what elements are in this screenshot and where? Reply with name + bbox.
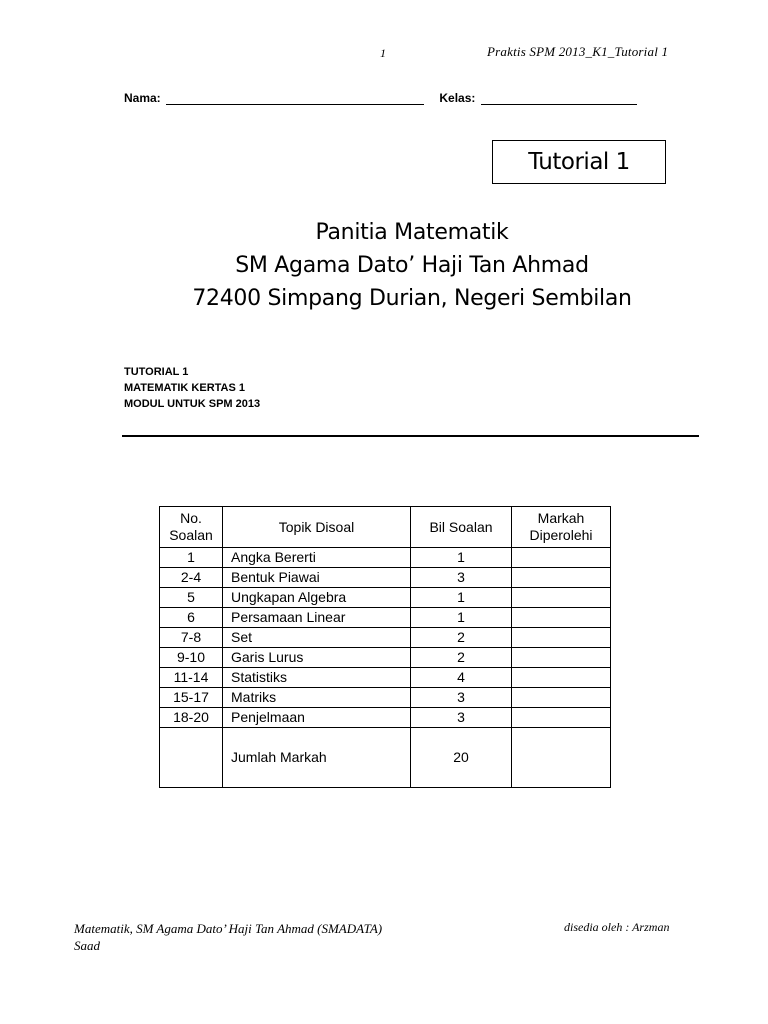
info-line-3: MODUL UNTUK SPM 2013 [124,398,261,410]
footer-left [74,920,554,954]
total-count: 20 [411,728,512,788]
cell-no: 6 [160,608,223,628]
header-no-soalan: No. Soalan [160,507,223,548]
cell-count: 3 [411,688,512,708]
cell-count: 2 [411,628,512,648]
cell-count: 1 [411,608,512,628]
info-line-2: MATEMATIK KERTAS 1 [124,382,245,394]
footer-author-surname: Saad [74,938,100,953]
table-row [160,568,611,588]
footer-school: Matematik, SM Agama Dato’ Haji Tan Ahmad (SMADATA) [74,921,383,936]
topics-table [159,506,611,788]
table-row [160,608,611,628]
cell-count: 3 [411,568,512,588]
header-topik-disoal: Topik Disoal [223,507,411,548]
cell-no: 5 [160,588,223,608]
cell-no: 1 [160,548,223,568]
cell-topic: Garis Lurus [223,648,411,668]
student-fields [124,91,637,105]
cell-marks[interactable] [512,568,611,588]
name-field[interactable] [166,94,424,105]
cell-marks[interactable] [512,648,611,668]
cell-no: 11-14 [160,668,223,688]
cell-marks[interactable] [512,668,611,688]
header-bil-soalan: Bil Soalan [411,507,512,548]
cell-count: 1 [411,588,512,608]
total-label: Jumlah Markah [223,728,411,788]
table-header-row [160,507,611,548]
cell-topic: Persamaan Linear [223,608,411,628]
cell-marks[interactable] [512,688,611,708]
divider-rule [122,435,699,437]
cell-no: 15-17 [160,688,223,708]
page-number: 1 [380,46,386,60]
cell-topic: Penjelmaan [223,708,411,728]
cell-topic: Ungkapan Algebra [223,588,411,608]
cell-count: 2 [411,648,512,668]
cell-no: 7-8 [160,628,223,648]
info-line-1: TUTORIAL 1 [124,366,189,378]
class-field[interactable] [481,94,637,105]
cell-count: 1 [411,548,512,568]
cell-marks[interactable] [512,628,611,648]
table-row [160,648,611,668]
footer-author: disedia oleh : Arzman [564,920,670,934]
total-marks[interactable] [512,728,611,788]
cell-count: 4 [411,668,512,688]
cell-topic: Angka Bererti [223,548,411,568]
heading-line-3: 72400 Simpang Durian, Negeri Sembilan [192,286,632,311]
tutorial-box: Tutorial 1 [492,140,666,184]
table-row [160,628,611,648]
cell-no: 2-4 [160,568,223,588]
table-row [160,708,611,728]
table-row [160,668,611,688]
cell-marks[interactable] [512,548,611,568]
cell-no [160,728,223,788]
cell-topic: Matriks [223,688,411,708]
name-label: Nama: [124,91,161,105]
heading-line-2: SM Agama Dato’ Haji Tan Ahmad [235,253,589,278]
table-row [160,688,611,708]
heading-line-1: Panitia Matematik [315,220,509,245]
header-markah: Markah Diperolehi [512,507,611,548]
table-row [160,548,611,568]
cell-marks[interactable] [512,708,611,728]
cell-topic: Bentuk Piawai [223,568,411,588]
cell-no: 9-10 [160,648,223,668]
cell-marks[interactable] [512,588,611,608]
cell-topic: Statistiks [223,668,411,688]
table-total-row [160,728,611,788]
cell-topic: Set [223,628,411,648]
cell-count: 3 [411,708,512,728]
class-label: Kelas: [439,91,476,105]
header-title: Praktis SPM 2013_K1_Tutorial 1 [487,44,669,59]
cell-no: 18-20 [160,708,223,728]
table-row [160,588,611,608]
cell-marks[interactable] [512,608,611,628]
